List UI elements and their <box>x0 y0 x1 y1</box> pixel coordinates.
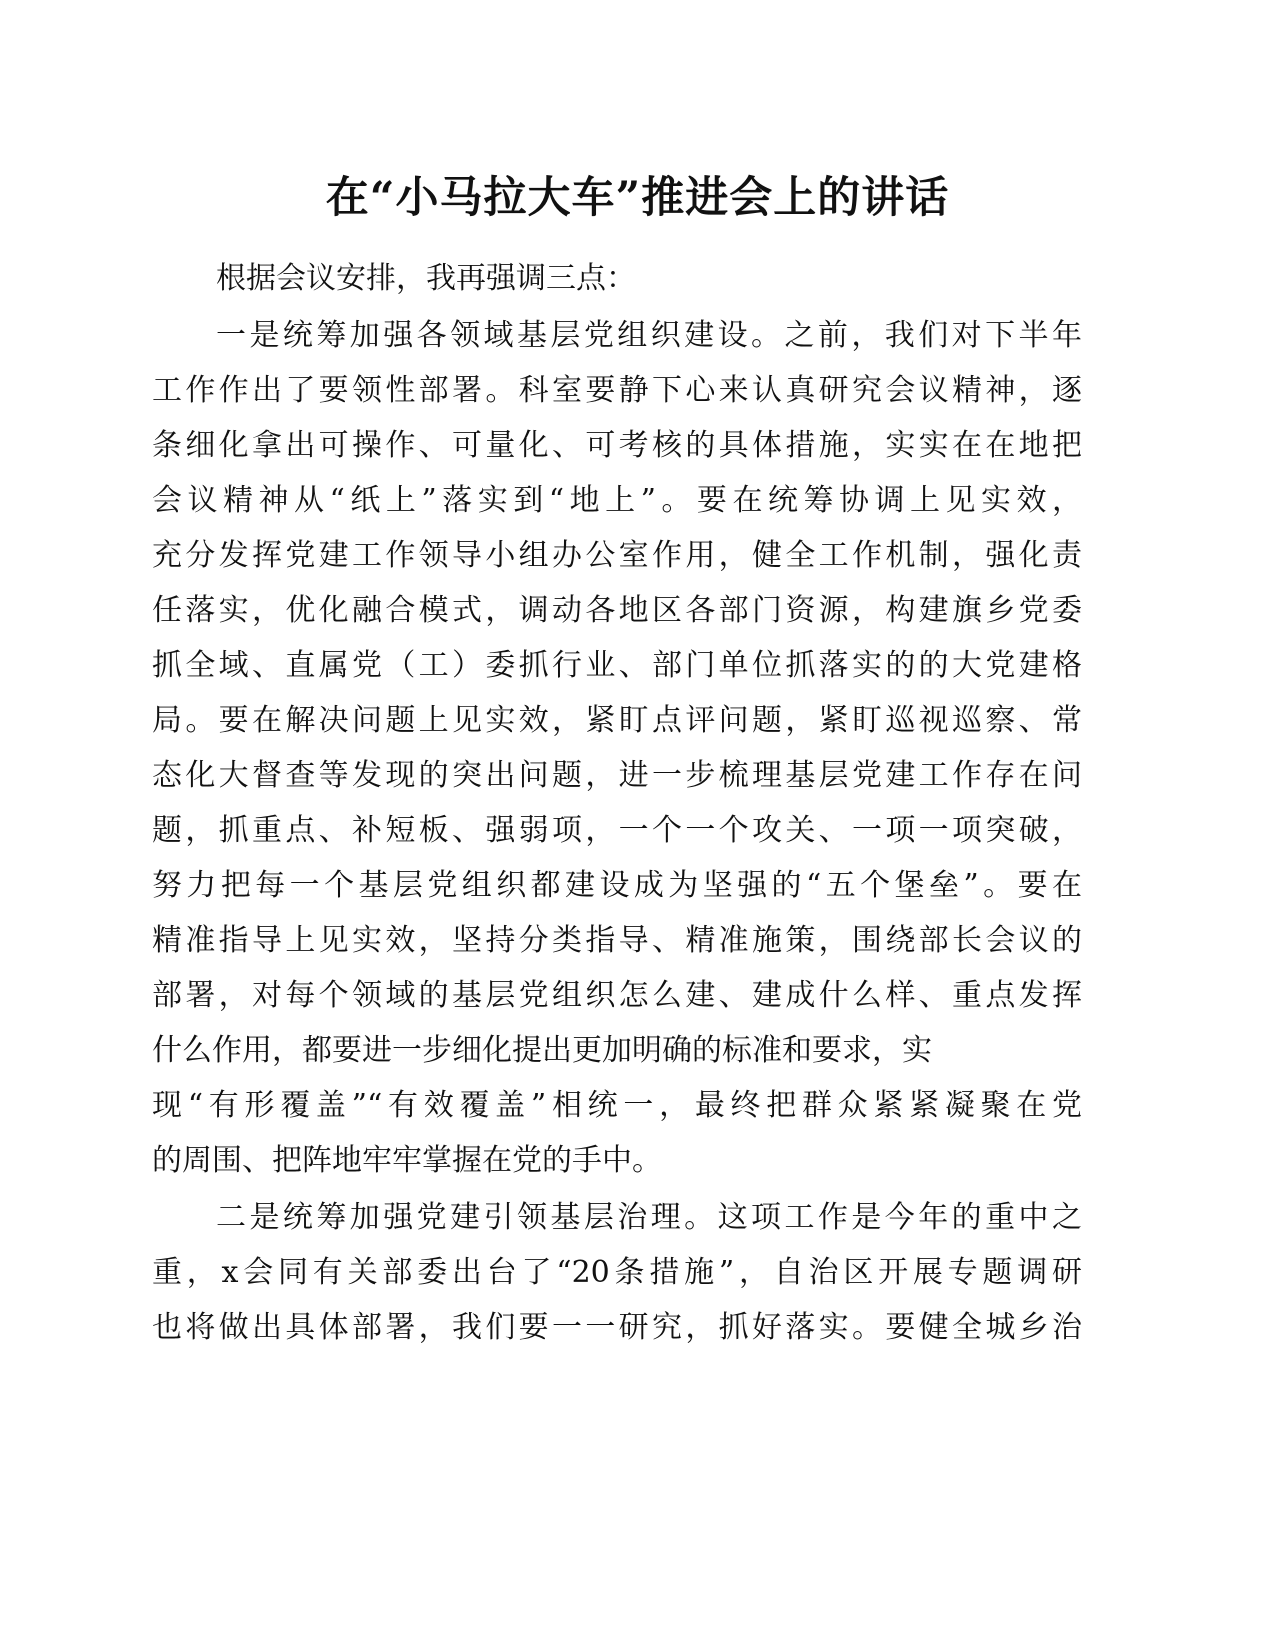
body-line: 会议精神从“纸上”落实到“地上”。要在统筹协调上见实效， <box>152 483 1082 518</box>
body-line: 工作作出了要领性部署。科室要静下心来认真研究会议精神，逐 <box>152 373 1082 408</box>
body-line: 部署，对每个领域的基层党组织怎么建、建成什么样、重点发挥 <box>152 978 1082 1013</box>
document-title: 在“小马拉大车”推进会上的讲话 <box>325 173 950 223</box>
body-line: 条细化拿出可操作、可量化、可考核的具体措施，实实在在地把 <box>152 428 1082 463</box>
body-line: 努力把每一个基层党组织都建设成为坚强的“五个堡垒”。要在 <box>152 868 1082 903</box>
body-line: 一是统筹加强各领域基层党组织建设。之前，我们对下半年 <box>216 318 1082 353</box>
body-line: 重，x会同有关部委出台了“20条措施”，自治区开展专题调研 <box>152 1255 1082 1290</box>
body-line: 任落实，优化融合模式，调动各地区各部门资源，构建旗乡党委 <box>152 593 1082 628</box>
body-line: 题，抓重点、补短板、强弱项，一个一个攻关、一项一项突破， <box>152 813 1082 848</box>
body-line: 精准指导上见实效，坚持分类指导、精准施策，围绕部长会议的 <box>152 923 1082 958</box>
body-line: 抓全域、直属党（工）委抓行业、部门单位抓落实的的大党建格 <box>152 648 1082 683</box>
body-line: 什么作用，都要进一步细化提出更加明确的标准和要求，实 <box>152 1033 932 1068</box>
body-line: 二是统筹加强党建引领基层治理。这项工作是今年的重中之 <box>216 1200 1082 1235</box>
body-line: 也将做出具体部署，我们要一一研究，抓好落实。要健全城乡治 <box>152 1310 1082 1345</box>
body-line: 的周围、把阵地牢牢掌握在党的手中。 <box>152 1143 662 1178</box>
body-line: 态化大督查等发现的突出问题，进一步梳理基层党建工作存在问 <box>152 758 1082 793</box>
body-line: 现“有形覆盖”“有效覆盖”相统一，最终把群众紧紧凝聚在党 <box>152 1088 1082 1123</box>
body-line: 充分发挥党建工作领导小组办公室作用，健全工作机制，强化责 <box>152 538 1082 573</box>
body-line: 局。要在解决问题上见实效，紧盯点评问题，紧盯巡视巡察、常 <box>152 703 1082 738</box>
body-line: 根据会议安排，我再强调三点： <box>216 261 636 296</box>
